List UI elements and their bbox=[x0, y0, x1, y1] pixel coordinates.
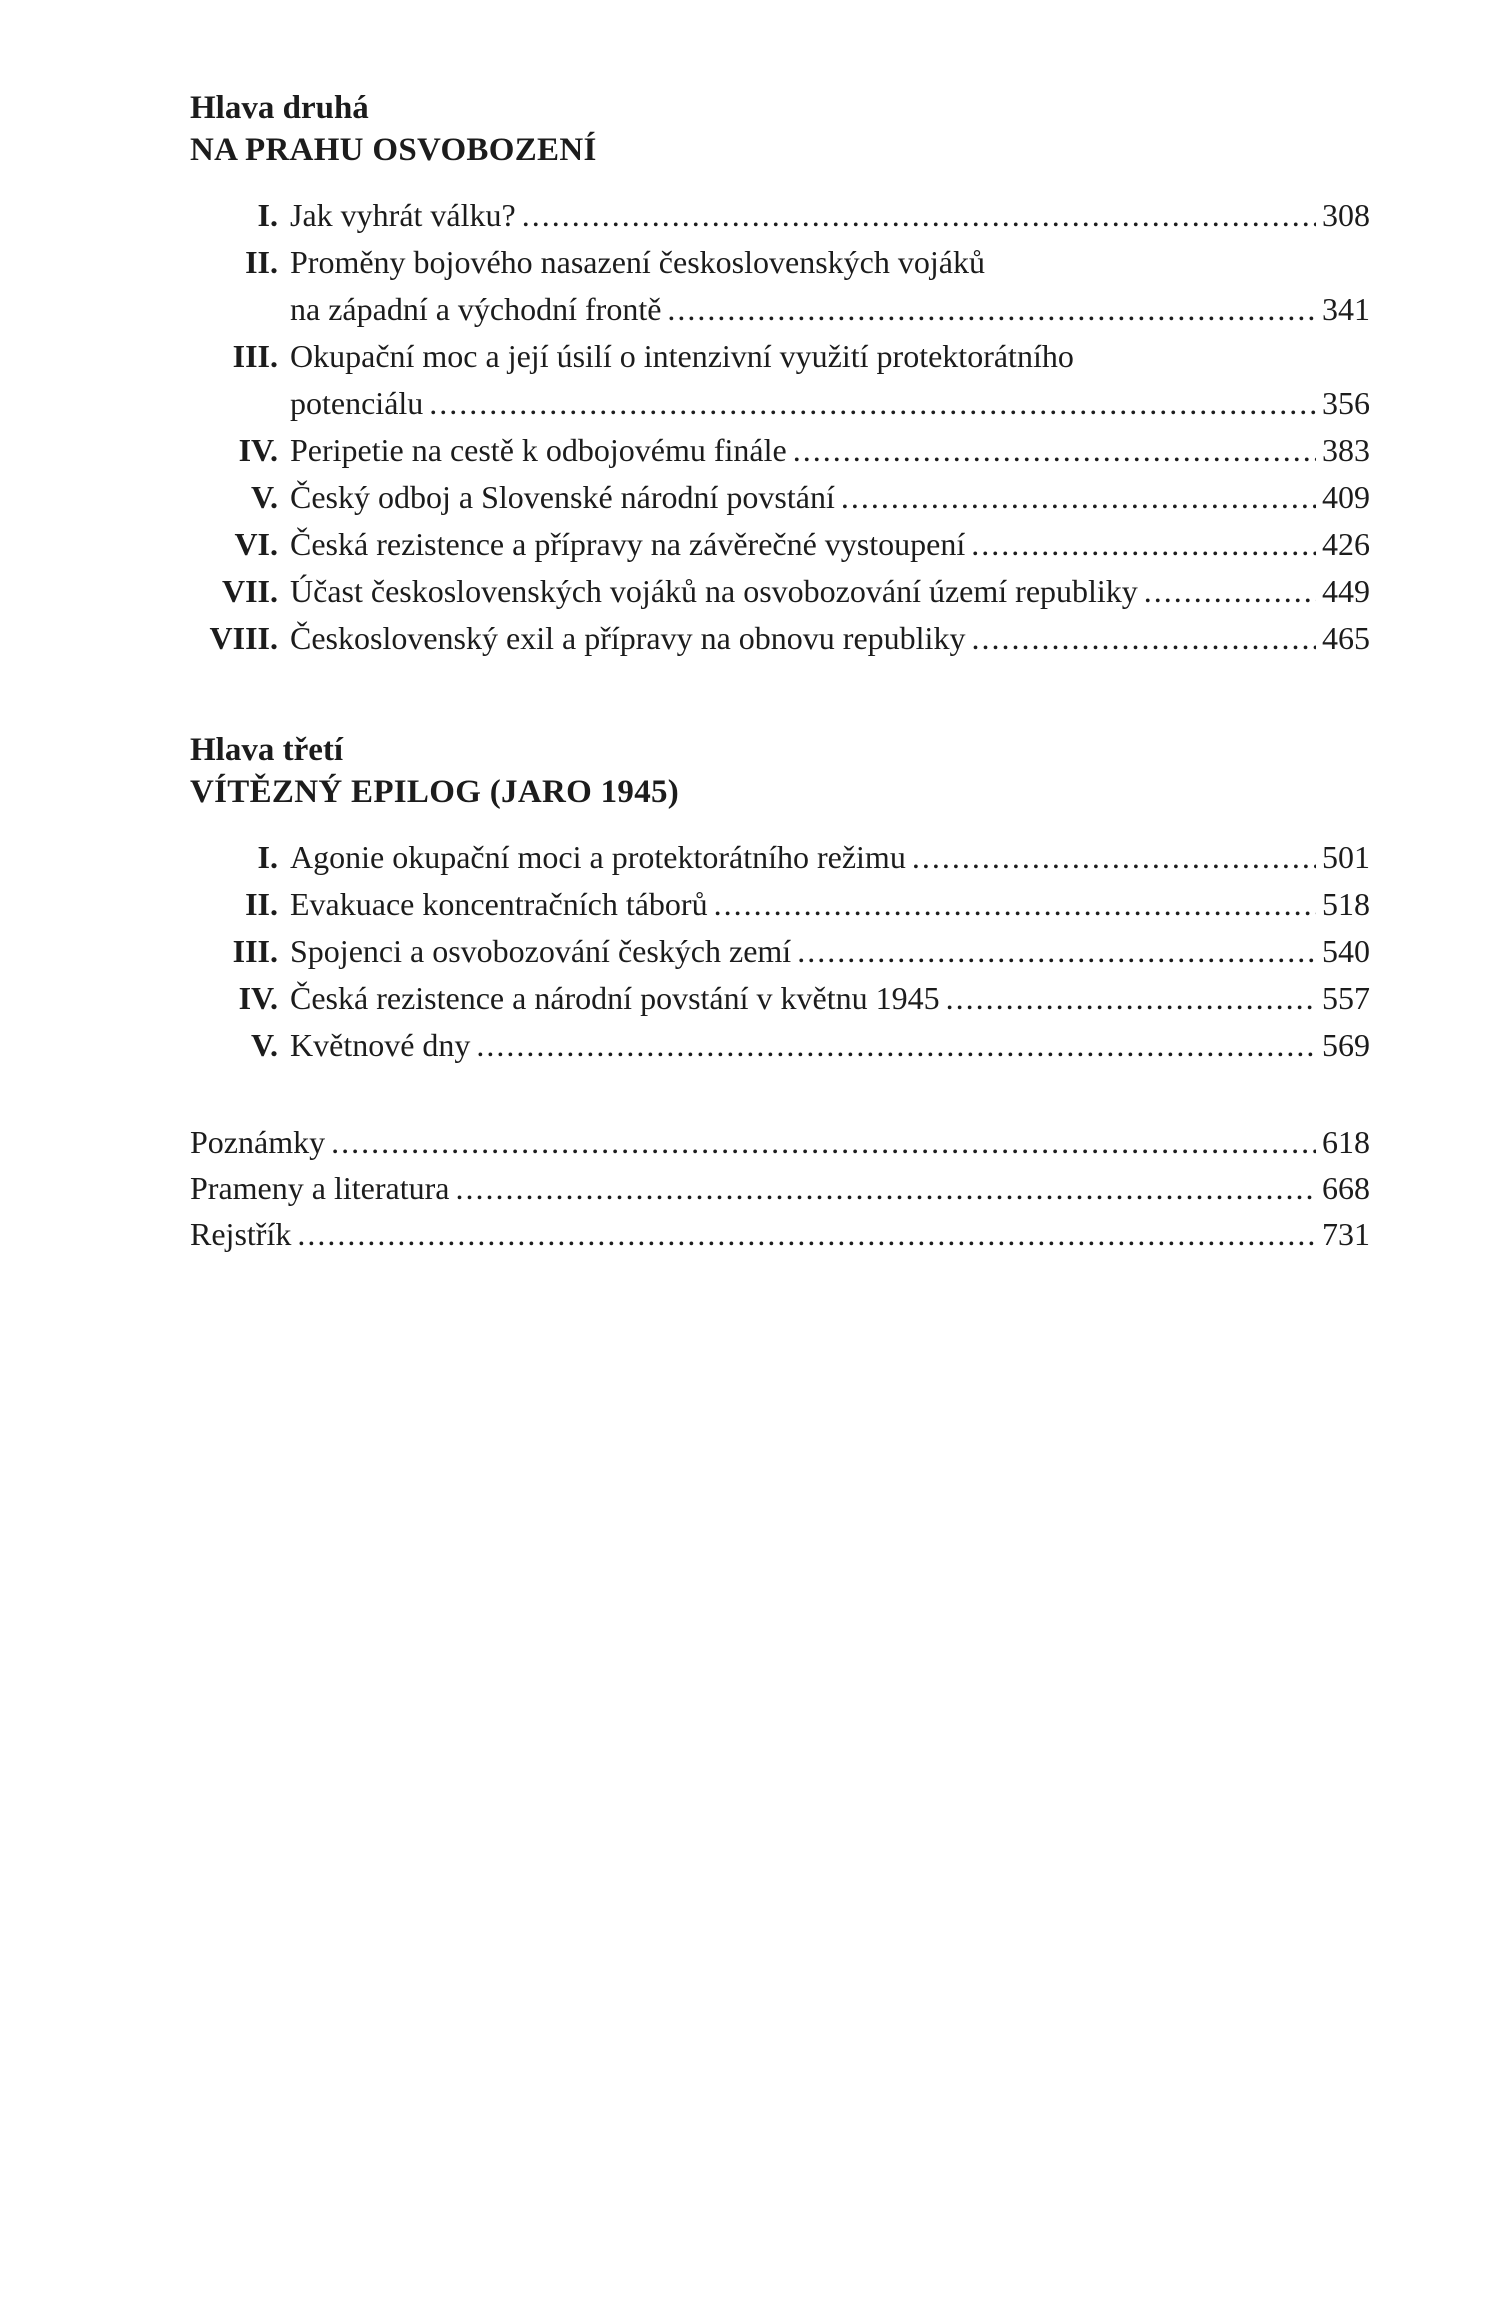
toc-entry[interactable] bbox=[190, 474, 1370, 521]
entry-title: Česká rezistence a přípravy na závěrečné vystoupení bbox=[290, 526, 966, 562]
entry-page-number: 409 bbox=[1322, 479, 1370, 515]
entry-title: Květnové dny bbox=[290, 1027, 471, 1063]
entry-page-number: 308 bbox=[1322, 197, 1370, 233]
entry-numeral: III. bbox=[232, 338, 278, 374]
appendix-title: Poznámky bbox=[190, 1124, 326, 1160]
entry-title-line: Proměny bojového nasazení československých vojáků bbox=[290, 244, 985, 280]
dot-leader bbox=[1144, 568, 1316, 615]
toc-entry[interactable] bbox=[190, 333, 1370, 427]
appendix-page-number: 731 bbox=[1322, 1216, 1370, 1252]
entry-numeral: V. bbox=[251, 479, 278, 515]
entry-title: Účast československých vojáků na osvobozování území republiky bbox=[290, 573, 1138, 609]
entry-numeral: VII. bbox=[221, 573, 278, 609]
entry-title: Jak vyhrát válku? bbox=[290, 197, 516, 233]
dot-leader bbox=[455, 1165, 1316, 1211]
toc-entry[interactable] bbox=[190, 834, 1370, 881]
entry-page-number: 465 bbox=[1322, 620, 1370, 656]
entry-page-number: 341 bbox=[1322, 291, 1370, 327]
toc-entry[interactable] bbox=[190, 239, 1370, 333]
appendix-entry[interactable] bbox=[190, 1165, 1370, 1211]
dot-leader bbox=[793, 427, 1316, 474]
toc-entry[interactable] bbox=[190, 568, 1370, 615]
entry-page-number: 569 bbox=[1322, 1027, 1370, 1063]
entry-title: Evakuace koncentračních táborů bbox=[290, 886, 708, 922]
chapter-label: Hlava třetí bbox=[190, 732, 344, 768]
toc-entry[interactable] bbox=[190, 1022, 1370, 1069]
entry-page-number: 383 bbox=[1322, 432, 1370, 468]
toc-entry[interactable] bbox=[190, 521, 1370, 568]
entry-title: Agonie okupační moci a protektorátního režimu bbox=[290, 839, 906, 875]
toc-entry[interactable] bbox=[190, 192, 1370, 239]
toc-entry-list bbox=[190, 192, 1370, 662]
appendix-entry-list bbox=[190, 1119, 1370, 1257]
toc-entry[interactable] bbox=[190, 427, 1370, 474]
entry-numeral: VI. bbox=[234, 526, 278, 562]
entry-numeral: I. bbox=[257, 839, 278, 875]
entry-title: Český odboj a Slovenské národní povstání bbox=[290, 479, 835, 515]
entry-numeral: V. bbox=[251, 1027, 278, 1063]
chapter-title: VÍTĚZNÝ EPILOG (JARO 1945) bbox=[190, 774, 680, 810]
appendix-page-number: 668 bbox=[1322, 1170, 1370, 1206]
appendix-entry[interactable] bbox=[190, 1119, 1370, 1165]
entry-title: potenciálu bbox=[290, 385, 424, 421]
entry-title: na západní a východní frontě bbox=[290, 291, 662, 327]
chapter-section bbox=[190, 730, 1370, 1069]
dot-leader bbox=[912, 834, 1316, 881]
dot-leader bbox=[971, 521, 1316, 568]
entry-numeral: III. bbox=[232, 933, 278, 969]
dot-leader bbox=[971, 615, 1316, 662]
entry-title: Československý exil a přípravy na obnovu republiky bbox=[290, 620, 966, 656]
toc-entry[interactable] bbox=[190, 928, 1370, 975]
entry-page-number: 540 bbox=[1322, 933, 1370, 969]
chapter-title: NA PRAHU OSVOBOZENÍ bbox=[190, 132, 597, 168]
appendix-title: Rejstřík bbox=[190, 1216, 292, 1252]
chapter-section bbox=[190, 88, 1370, 662]
entry-title: Peripetie na cestě k odbojovému finále bbox=[290, 432, 787, 468]
entry-title: Česká rezistence a národní povstání v květnu 1945 bbox=[290, 980, 940, 1016]
entry-title: Spojenci a osvobozování českých zemí bbox=[290, 933, 792, 969]
section-spacer bbox=[190, 662, 1370, 730]
dot-leader bbox=[946, 975, 1316, 1022]
entry-numeral: IV. bbox=[238, 980, 278, 1016]
dot-leader bbox=[797, 928, 1316, 975]
entry-numeral: IV. bbox=[238, 432, 278, 468]
entry-page-number: 449 bbox=[1322, 573, 1370, 609]
entry-page-number: 426 bbox=[1322, 526, 1370, 562]
toc-entry-list bbox=[190, 834, 1370, 1069]
entry-page-number: 501 bbox=[1322, 839, 1370, 875]
chapter-label: Hlava druhá bbox=[190, 90, 369, 126]
appendix-page-number: 618 bbox=[1322, 1124, 1370, 1160]
entry-title-line: Okupační moc a její úsilí o intenzivní využití protektorátního bbox=[290, 338, 1074, 374]
dot-leader bbox=[476, 1022, 1316, 1069]
dot-leader bbox=[522, 192, 1316, 239]
appendix-entry[interactable] bbox=[190, 1211, 1370, 1257]
toc-entry[interactable] bbox=[190, 615, 1370, 662]
dot-leader bbox=[297, 1211, 1316, 1257]
entry-page-number: 557 bbox=[1322, 980, 1370, 1016]
dot-leader bbox=[331, 1119, 1316, 1165]
entry-numeral: VIII. bbox=[209, 620, 278, 656]
entry-numeral: I. bbox=[257, 197, 278, 233]
entry-numeral: II. bbox=[245, 244, 278, 280]
toc-entry[interactable] bbox=[190, 975, 1370, 1022]
dot-leader bbox=[429, 380, 1316, 427]
appendix-title: Prameny a literatura bbox=[190, 1170, 450, 1206]
table-of-contents bbox=[190, 88, 1370, 1257]
entry-page-number: 518 bbox=[1322, 886, 1370, 922]
toc-entry[interactable] bbox=[190, 881, 1370, 928]
dot-leader bbox=[667, 286, 1316, 333]
appendix-section bbox=[190, 1119, 1370, 1257]
entry-numeral: II. bbox=[245, 886, 278, 922]
entry-page-number: 356 bbox=[1322, 385, 1370, 421]
dot-leader bbox=[841, 474, 1316, 521]
section-spacer bbox=[190, 1069, 1370, 1119]
dot-leader bbox=[714, 881, 1316, 928]
